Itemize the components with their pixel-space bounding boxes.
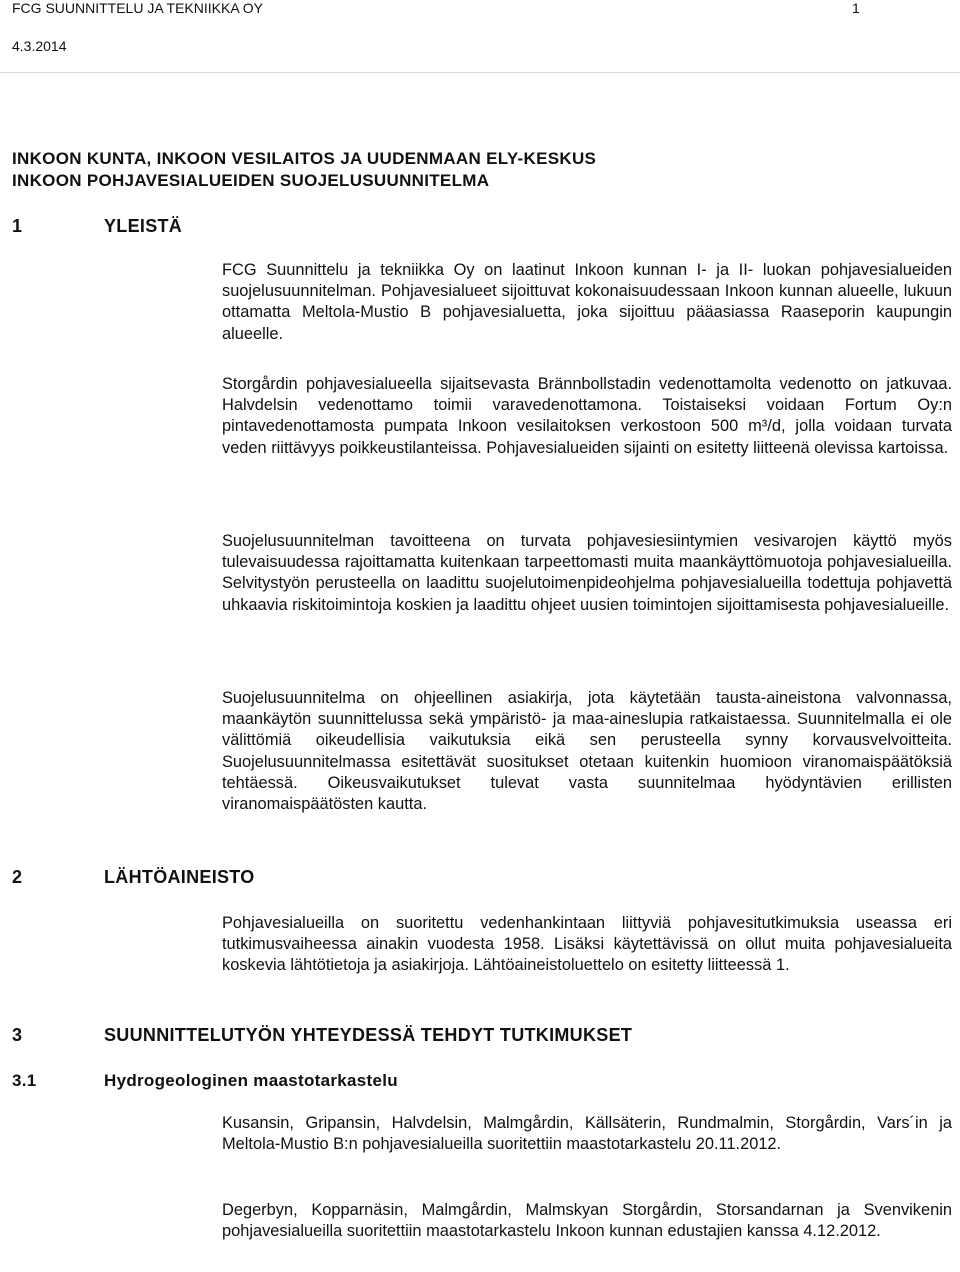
header-date: 4.3.2014 bbox=[12, 38, 67, 54]
paragraph-field-survey-2: Degerbyn, Kopparnäsin, Malmgårdin, Malmskyan Storgårdin, Storsandarnan ja Svenvikenin pohjavesialueilla suoritettiin maastotarkastelu Inkoon kunnan edustajien kanssa 4.12.2012. bbox=[222, 1201, 952, 1241]
header-page-number: 1 bbox=[852, 0, 860, 16]
section-number: 3 bbox=[12, 1025, 23, 1045]
section-heading-3-1 bbox=[12, 1070, 398, 1092]
section-number: 1 bbox=[12, 216, 23, 236]
section-number: 3.1 bbox=[12, 1071, 37, 1090]
paragraph-intro: FCG Suunnittelu ja tekniikka Oy on laatinut Inkoon kunnan I- ja II- luokan pohjavesialueiden suojelusuunnitelman. Pohjavesialueet sijoittuvat kokonaisuudessaan Inkoon kunnan alueelle, lukuun ottamatta Meltola-Mustio B pohjavesialuetta, joka sijoittuu pääasiassa Raaseporin kaupungin alueelle. bbox=[222, 261, 952, 343]
paragraph-objective: Suojelusuunnitelman tavoitteena on turvata pohjavesiesiintymien vesivarojen käyttö myös tulevaisuudessa rajoittamatta kuitenkaan tarpeettomasti muita maankäyttömuotoja pohjavesialueilla. Selvitystyön perusteella on laadittu suojelutoimenpideohjelma pohjavesialueilla todettuja pohjavettä uhkaavia riskitoimintoja koskien ja laadittu ohjeet uusien toimintojen sijoittamisesta pohjavesialueille. bbox=[222, 532, 952, 614]
paragraph-source-material: Pohjavesialueilla on suoritettu vedenhankintaan liittyviä pohjavesitutkimuksia useassa eri tutkimusvaiheessa ainakin vuodesta 1958. Lisäksi käytettävissä on ollut muita pohjavesialueita koskevia lähtötietoja ja asiakirjoja. Lähtöaineistoluettelo on esitetty liitteessä 1. bbox=[222, 914, 952, 975]
section-number: 2 bbox=[12, 867, 23, 887]
paragraph-water-intake: Storgårdin pohjavesialueella sijaitsevasta Brännbollstadin vedenottamolta vedenotto on jatkuvaa. Halvdelsin vedenottamo toimii varavedenottamona. Toistaiseksi voidaan Fortum Oy:n pintavedenottamosta pumpata Inkoon vesilaitoksen verkostoon 500 m³/d, jolla voidaan turvata veden riittävyys poikkeustilanteissa. Pohjavesialueiden sijainti on esitetty liitteenä olevissa kartoissa. bbox=[222, 375, 952, 457]
section-title: Hydrogeologinen maastotarkastelu bbox=[104, 1071, 398, 1090]
document-title-line-1: INKOON KUNTA, INKOON VESILAITOS JA UUDENMAAN ELY-KESKUS bbox=[12, 149, 597, 168]
section-title: YLEISTÄ bbox=[104, 216, 183, 236]
paragraph-legal-status: Suojelusuunnitelma on ohjeellinen asiakirja, jota käytetään tausta-aineistona valvonnassa, maankäytön suunnittelussa sekä ympäristö- ja maa-aineslupia ratkaistaessa. Suunnitelmalla ei ole välittömiä oikeudellisia vaikutuksia eikä sen perusteella synny korvausvelvoitteita. Suojelusuunnitelmassa esitettävät suositukset otetaan kuitenkin huomioon viranomaispäätöksiä tehtäessä. Oikeusvaikutukset tulevat vasta suunnitelmaa hyödyntävien erillisten viranomaispäätösten kautta. bbox=[222, 689, 952, 814]
section-heading-2 bbox=[12, 866, 255, 888]
document-title-line-2: INKOON POHJAVESIALUEIDEN SUOJELUSUUNNITELMA bbox=[12, 171, 490, 190]
header-company: FCG SUUNNITTELU JA TEKNIIKKA OY bbox=[12, 0, 264, 16]
section-heading-1 bbox=[12, 215, 182, 237]
section-title: LÄHTÖAINEISTO bbox=[104, 867, 255, 887]
section-title: SUUNNITTELUTYÖN YHTEYDESSÄ TEHDYT TUTKIMUKSET bbox=[104, 1025, 633, 1045]
paragraph-field-survey-1: Kusansin, Gripansin, Halvdelsin, Malmgårdin, Källsäterin, Rundmalmin, Storgårdin, Vars´in ja Meltola-Mustio B:n pohjavesialueilla suoritettiin maastotarkastelu 20.11.2012. bbox=[222, 1114, 952, 1154]
header-divider bbox=[0, 72, 960, 73]
section-heading-3 bbox=[12, 1024, 632, 1046]
